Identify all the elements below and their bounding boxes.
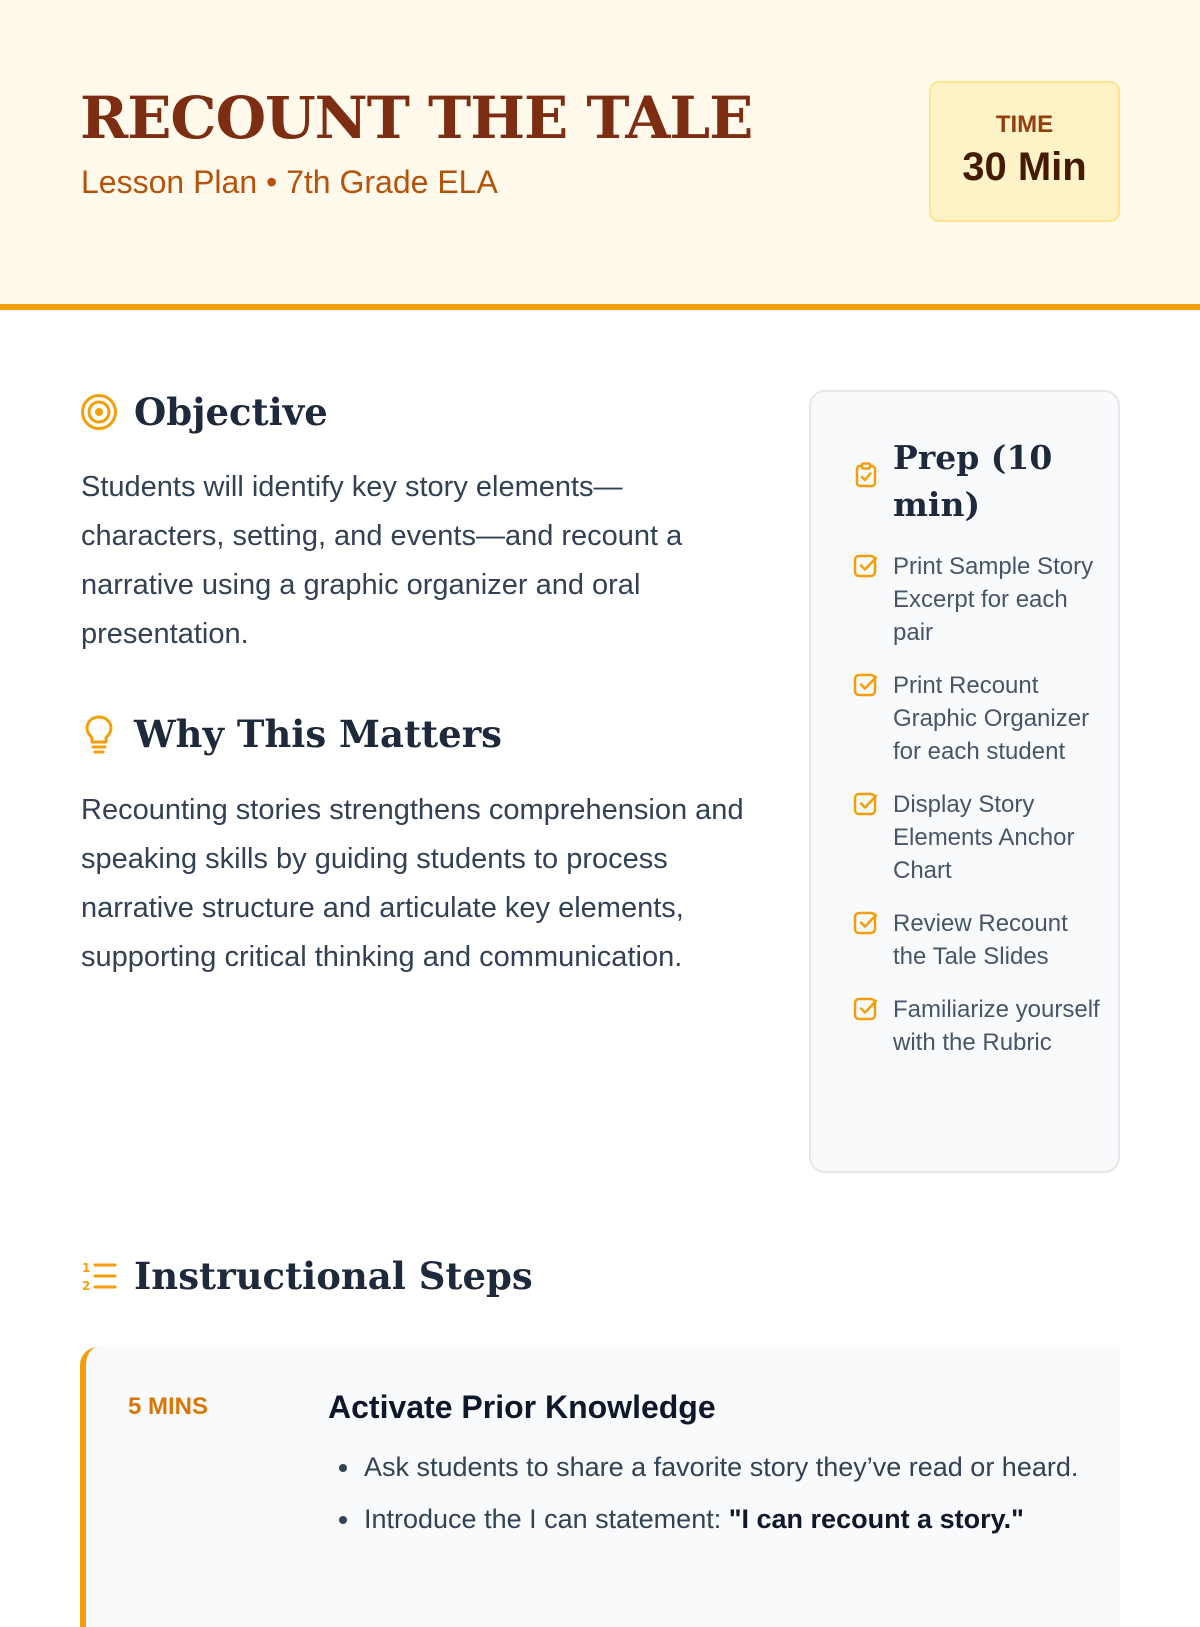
page-subtitle: Lesson Plan • 7th Grade ELA xyxy=(81,164,498,200)
checkbox-checked-icon xyxy=(853,910,879,936)
step-bullet: • Ask students to share a favorite story they’ve read or heard. xyxy=(362,1447,1082,1487)
prep-item xyxy=(853,788,1103,887)
checkbox-checked-icon xyxy=(853,996,879,1022)
why-text: Recounting stories strengthens comprehension and speaking skills by guiding students to process narrative structure and articulate key elements, supporting critical thinking and communication. xyxy=(81,794,744,973)
step-bullet-text: Introduce the I can statement: xyxy=(364,1504,729,1534)
prep-card xyxy=(809,390,1120,1173)
objective-heading-row xyxy=(80,390,328,434)
step-bullet xyxy=(362,1499,1082,1539)
step-title: Activate Prior Knowledge xyxy=(328,1389,716,1425)
time-value: 30 Min xyxy=(962,145,1087,189)
svg-text:1: 1 xyxy=(82,1261,91,1275)
svg-text:2: 2 xyxy=(82,1279,91,1293)
checkbox-checked-icon xyxy=(853,672,879,698)
steps-heading-row xyxy=(80,1254,533,1298)
steps-heading: Instructional Steps xyxy=(134,1254,533,1298)
clipboard-check-icon xyxy=(853,462,879,488)
prep-checklist xyxy=(853,550,1103,1079)
prep-item xyxy=(853,669,1103,768)
prep-item-label: Review Recount the Tale Slides xyxy=(893,910,1068,970)
objective-heading: Objective xyxy=(134,390,328,434)
checkbox-checked-icon xyxy=(853,553,879,579)
checkbox-checked-icon xyxy=(853,791,879,817)
prep-item-label: Display Story Elements Anchor Chart xyxy=(893,791,1075,884)
prep-item-label: Print Sample Story Excerpt for each pair xyxy=(893,553,1094,646)
target-icon xyxy=(80,392,120,432)
prep-item xyxy=(853,907,1103,973)
time-badge xyxy=(929,81,1120,222)
why-heading: Why This Matters xyxy=(134,712,503,756)
prep-item-label: Print Recount Graphic Organizer for each student xyxy=(893,672,1090,765)
lesson-header xyxy=(0,0,1200,310)
why-heading-row xyxy=(80,712,502,756)
prep-heading-row xyxy=(853,434,1093,528)
step-duration: 5 MINS xyxy=(128,1393,209,1420)
i-can-statement: "I can recount a story." xyxy=(728,1504,1024,1534)
prep-item xyxy=(853,550,1103,649)
objective-text: Students will identify key story elements—characters, setting, and events—and recount a narrative using a graphic organizer and oral presentation. xyxy=(81,471,683,650)
step-card xyxy=(80,1347,1120,1627)
prep-item xyxy=(853,993,1103,1059)
time-label: TIME xyxy=(995,111,1054,138)
numbered-list-icon xyxy=(80,1256,120,1296)
lightbulb-icon xyxy=(80,714,120,754)
prep-item-label: Familiarize yourself with the Rubric xyxy=(893,996,1100,1056)
step-bullets xyxy=(362,1447,1082,1551)
page-title: RECOUNT THE TALE xyxy=(80,84,753,152)
prep-title: Prep (10 min) xyxy=(893,438,1053,524)
